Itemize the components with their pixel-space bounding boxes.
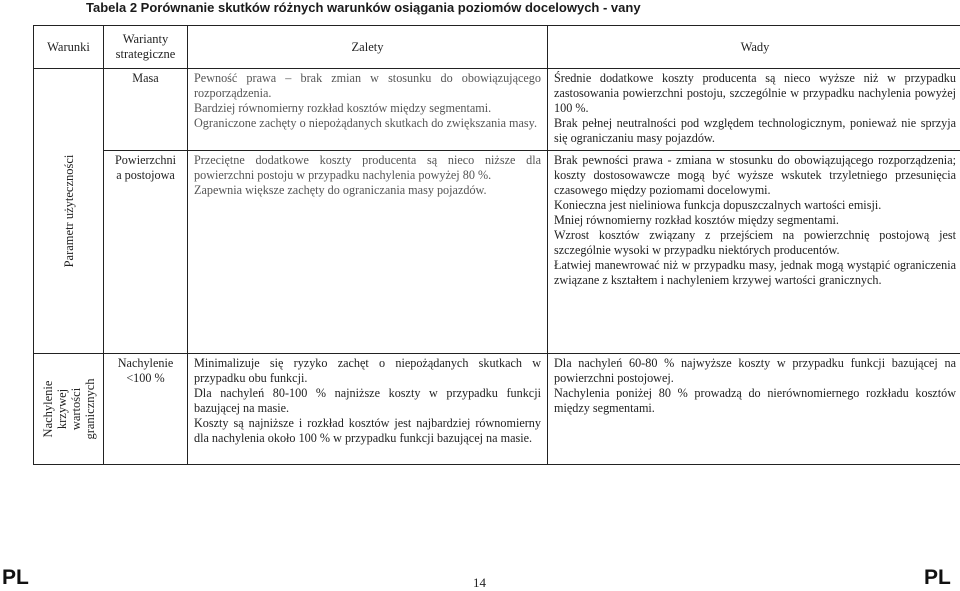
cons-item: Dla nachyleń 60-80 % najwyższe koszty w przypadku funkcji bazującej na powierzchni postojowej. bbox=[554, 356, 956, 386]
pros-item: Przeciętne dodatkowe koszty producenta są nieco niższe dla powierzchni postoju w przypadku nachylenia powyżej 80 %. bbox=[194, 153, 541, 183]
header-variants-line1: Warianty bbox=[110, 32, 181, 47]
header-variants-line2: strategiczne bbox=[110, 47, 181, 62]
variant-line1: Masa bbox=[110, 71, 181, 86]
group-slope-line4: granicznych bbox=[83, 378, 97, 439]
pros-cell bbox=[188, 354, 548, 465]
group-slope-line2: krzywej bbox=[55, 378, 69, 439]
group-usefulness-label: Parametr użyteczności bbox=[62, 155, 76, 268]
cons-item: Brak pewności prawa - zmiana w stosunku do obowiązującego rozporządzenia; koszty dostosowawcze mogą być wyższe wskutek trzyletniego przesunięcia czasowego między poziomami docelowymi. bbox=[554, 153, 956, 198]
pros-cell bbox=[188, 69, 548, 151]
cons-item: Konieczna jest nieliniowa funkcja dopuszczalnych wartości emisji. bbox=[554, 198, 956, 213]
page-number: 14 bbox=[473, 575, 486, 591]
header-row bbox=[34, 26, 960, 69]
cons-item: Mniej równomierny rozkład kosztów między segmentami. bbox=[554, 213, 956, 228]
group-slope-cell bbox=[34, 354, 104, 465]
table-row bbox=[34, 354, 960, 465]
pros-item: Ograniczone zachęty o niepożądanych skutkach do zwiększania masy. bbox=[194, 116, 541, 131]
pros-cell bbox=[188, 151, 548, 354]
cons-item: Średnie dodatkowe koszty producenta są nieco wyższe niż w przypadku zastosowania powierzchni postoju, szczególnie w przypadku nachylenia powyżej 100 %. bbox=[554, 71, 956, 116]
cons-item: Wzrost kosztów związany z przejściem na powierzchnię postojową jest szczególnie wysoki w przypadku niektórych producentów. bbox=[554, 228, 956, 258]
group-slope-line3: wartości bbox=[69, 378, 83, 439]
pros-item: Pewność prawa – brak zmian w stosunku do obowiązującego rozporządzenia. bbox=[194, 71, 541, 101]
variant-cell bbox=[104, 151, 188, 354]
variant-line2: a postojowa bbox=[110, 168, 181, 183]
variant-cell bbox=[104, 69, 188, 151]
group-usefulness-cell bbox=[34, 69, 104, 354]
header-cons: Wady bbox=[548, 26, 960, 69]
cons-item: Łatwiej manewrować niż w przypadku masy, jednak mogą wystąpić ograniczenia związane z kształtem i nachyleniem krzywej wartości granicznych. bbox=[554, 258, 956, 288]
footer-language-left: PL bbox=[2, 566, 29, 590]
pros-item: Zapewnia większe zachęty do ograniczania masy pojazdów. bbox=[194, 183, 541, 198]
table-title: Tabela 2 Porównanie skutków różnych warunków osiągania poziomów docelowych - vany bbox=[86, 0, 946, 15]
variant-cell bbox=[104, 354, 188, 465]
cons-item: Brak pełnej neutralności pod względem technologicznym, ponieważ nie sprzyja się ograniczaniu masy pojazdów. bbox=[554, 116, 956, 146]
header-pros: Zalety bbox=[188, 26, 548, 69]
group-slope-label bbox=[41, 378, 97, 439]
pros-item: Koszty są najniższe i rozkład kosztów jest najbardziej równomierny dla nachylenia około 100 % w przypadku funkcji bazującej na masie. bbox=[194, 416, 541, 446]
group-slope-line1: Nachylenie bbox=[41, 378, 55, 439]
comparison-table bbox=[33, 25, 960, 465]
pros-item: Dla nachyleń 80-100 % najniższe koszty w przypadku funkcji bazującej na masie. bbox=[194, 386, 541, 416]
cons-cell bbox=[548, 69, 960, 151]
variant-line2: <100 % bbox=[110, 371, 181, 386]
cons-cell bbox=[548, 151, 960, 354]
pros-item: Minimalizuje się ryzyko zachęt o niepożądanych skutkach w przypadku obu funkcji. bbox=[194, 356, 541, 386]
footer-language-right: PL bbox=[924, 566, 951, 590]
cons-item: Nachylenia poniżej 80 % prowadzą do nierównomiernego rozkładu kosztów między segmentami. bbox=[554, 386, 956, 416]
table-row bbox=[34, 151, 960, 354]
variant-line1: Powierzchni bbox=[110, 153, 181, 168]
cons-cell bbox=[548, 354, 960, 465]
variant-line1: Nachylenie bbox=[110, 356, 181, 371]
pros-item: Bardziej równomierny rozkład kosztów między segmentami. bbox=[194, 101, 541, 116]
table-row bbox=[34, 69, 960, 151]
header-variants bbox=[104, 26, 188, 69]
header-conditions: Warunki bbox=[34, 26, 104, 69]
